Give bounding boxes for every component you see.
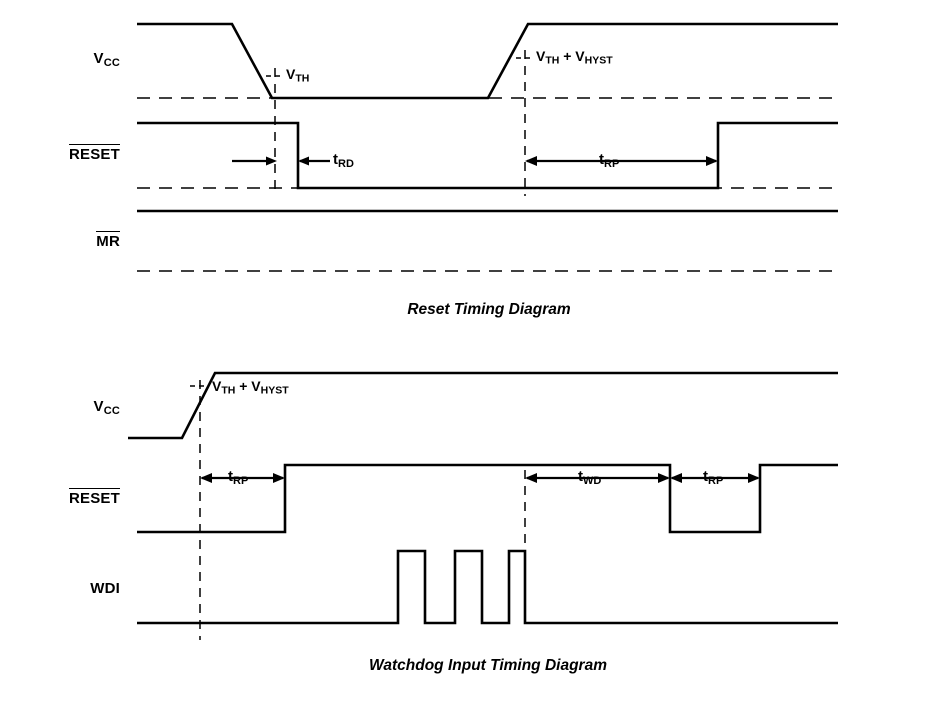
- signal-label-reset-reset: RESET: [68, 146, 120, 163]
- signal-label-vcc-watchdog: $V_{CC}$: [93, 398, 120, 417]
- vcc-waveform-reset: [137, 24, 838, 98]
- signal-label-mr: MR: [96, 233, 120, 250]
- signal-label-vcc-reset: $V_{CC}$: [93, 50, 120, 69]
- interval-label-trp-watchdog-2: $t_{RP}$: [703, 468, 724, 487]
- reset-waveform-reset: [137, 123, 838, 188]
- annotation-vth: $V_{TH}$: [286, 66, 310, 85]
- signal-label-wdi: WDI: [90, 580, 120, 597]
- interval-label-trp-reset: $t_{RP}$: [599, 151, 620, 170]
- interval-label-twd: $t_{WD}$: [578, 468, 602, 487]
- caption-watchdog-input-timing-diagram: Watchdog Input Timing Diagram: [369, 657, 607, 674]
- signal-label-reset-watchdog: RESET: [68, 490, 120, 507]
- annotation-vth-plus-vhyst: $V_{TH} + V_{HYST}$: [536, 48, 613, 67]
- caption-reset-timing-diagram: Reset Timing Diagram: [407, 301, 571, 318]
- trd-interval-arrows: [232, 157, 330, 166]
- wdi-waveform: [137, 551, 838, 623]
- interval-label-trd: $t_{RD}$: [333, 151, 354, 170]
- trp-interval-arrows-reset: [525, 156, 718, 166]
- annotation-vth-plus-vhyst-watchdog: $V_{TH} + V_{HYST}$: [212, 378, 289, 397]
- interval-label-trp-watchdog-1: $t_{RP}$: [228, 468, 249, 487]
